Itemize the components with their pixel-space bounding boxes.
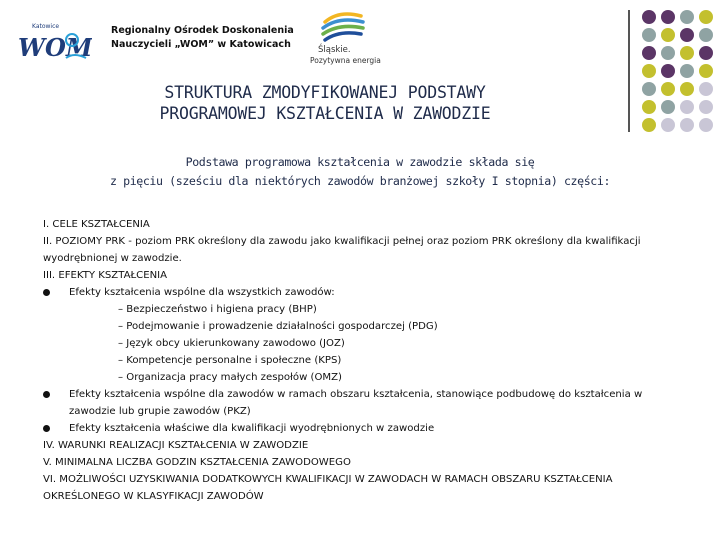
slaskie-tagline: Pozytywna energia [310, 56, 381, 65]
dot [642, 82, 656, 96]
intro-line2: z pięciu (sześciu dla niektórych zawodów branżowej szkoły I stopnia) części: [109, 174, 611, 188]
dot [699, 118, 713, 132]
dot [642, 28, 656, 42]
dot [680, 46, 694, 60]
wom-logo [14, 18, 92, 68]
dot [699, 64, 713, 78]
dash-item: – Podejmowanie i prowadzenie działalności gospodarczej (PDG) [118, 321, 438, 332]
dot [699, 46, 713, 60]
section-4: IV. WARUNKI REALIZACJI KSZTAŁCENIA W ZAWODZIE [43, 440, 309, 451]
dot [699, 100, 713, 114]
bullet-item [43, 386, 683, 420]
section-1: I. CELE KSZTAŁCENIA [43, 219, 150, 230]
dot [642, 10, 656, 24]
dot [642, 118, 656, 132]
dot [680, 100, 694, 114]
dot [661, 10, 675, 24]
dot [680, 10, 694, 24]
dot [661, 64, 675, 78]
vertical-divider [628, 10, 630, 132]
dot [680, 118, 694, 132]
bullet-icon [43, 391, 50, 398]
dot [661, 46, 675, 60]
dot [680, 82, 694, 96]
dot [661, 118, 675, 132]
dot [661, 82, 675, 96]
bullet-text: Efekty kształcenia właściwe dla kwalifikacji wyodrębnionych w zawodzie [69, 423, 435, 434]
page-title-line1: STRUKTURA ZMODYFIKOWANEJ PODSTAWY [164, 83, 486, 102]
bullet-icon [43, 425, 50, 432]
intro-text [0, 153, 720, 191]
wom-logo-text: WOM [18, 33, 92, 62]
organization-name [111, 24, 296, 52]
bullet-text: Efekty kształcenia wspólne dla zawodów w ramach obszaru kształcenia, stanowiące podbudowę do kształcenia w zawodzie lub grupie zawodów (PKZ) [69, 389, 643, 417]
dot [680, 64, 694, 78]
dot [661, 28, 675, 42]
dot [642, 100, 656, 114]
wom-logo-small-text: Katowice [32, 23, 60, 30]
section-6: VI. MOŻLIWOŚCI UZYSKIWANIA DODATKOWYCH KWALIFIKACJI W ZAWODACH W RAMACH OBSZARU KSZTAŁCENIA OKREŚLONEGO W KLASYFIKACJI ZAWODÓW [43, 474, 613, 502]
dash-item: – Kompetencje personalne i społeczne (KPS) [118, 355, 342, 366]
section-2: II. POZIOMY PRK - poziom PRK określony dla zawodu jako kwalifikacji pełnej oraz poziom PRK określony dla kwalifikacji wyodrębnionej w zawodzie. [43, 236, 641, 264]
dash-item: – Bezpieczeństwo i higiena pracy (BHP) [118, 304, 317, 315]
section-3: III. EFEKTY KSZTAŁCENIA [43, 270, 168, 281]
page-title-line2: PROGRAMOWEJ KSZTAŁCENIA W ZAWODZIE [159, 104, 491, 123]
bullet-item [43, 284, 683, 301]
dot [699, 10, 713, 24]
organization-name-line2: Nauczycieli „WOM” w Katowicach [111, 39, 291, 50]
bullet-item [43, 420, 683, 437]
organization-name-line1: Regionalny Ośrodek Doskonalenia [111, 25, 294, 36]
content-body [43, 216, 683, 505]
dot [699, 28, 713, 42]
page-title [40, 82, 610, 124]
dash-item: – Organizacja pracy małych zespołów (OMZ) [118, 372, 342, 383]
dot [642, 46, 656, 60]
dot [680, 28, 694, 42]
dash-item: – Język obcy ukierunkowany zawodowo (JOZ) [118, 338, 345, 349]
bullet-text: Efekty kształcenia wspólne dla wszystkich zawodów: [69, 287, 335, 298]
dot [661, 100, 675, 114]
section-5: V. MINIMALNA LICZBA GODZIN KSZTAŁCENIA ZAWODOWEGO [43, 457, 351, 468]
intro-line1: Podstawa programowa kształcenia w zawodzie składa się [185, 155, 535, 169]
dot [699, 82, 713, 96]
dot [642, 64, 656, 78]
slaskie-name: Śląskie. [318, 45, 351, 55]
decorative-dot-grid [640, 10, 720, 150]
bullet-icon [43, 289, 50, 296]
